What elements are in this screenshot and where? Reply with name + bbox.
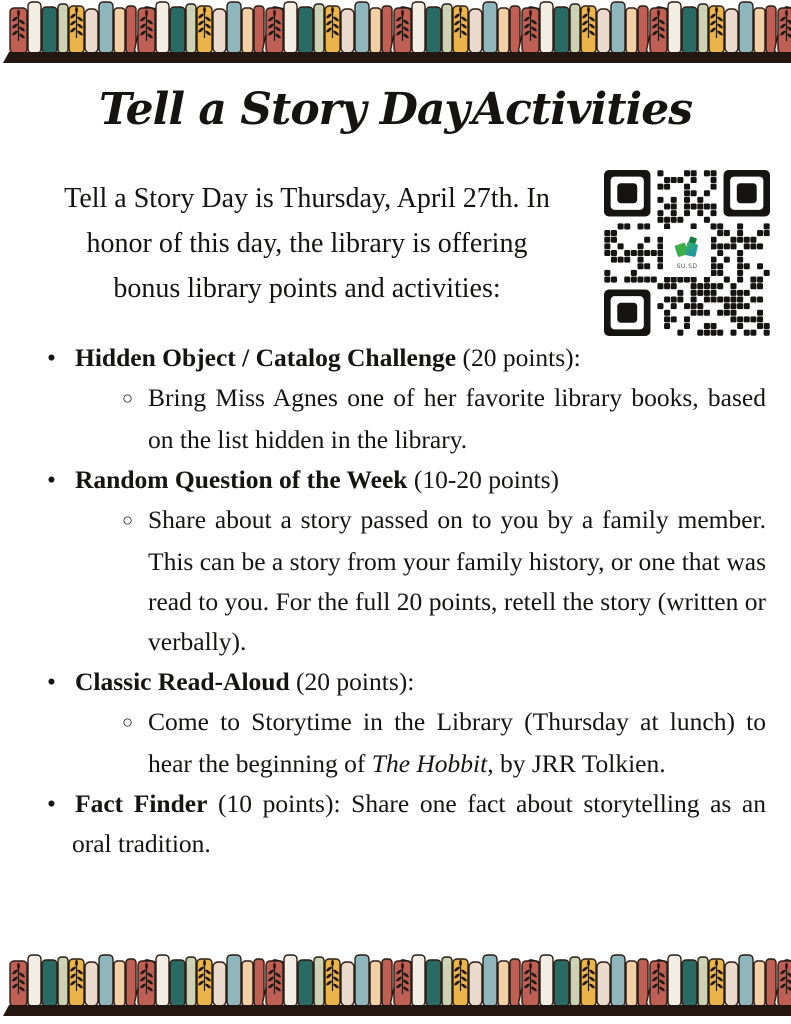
page-title-part1: Tell a Story Day [98,84,469,135]
intro-line-3: bonus library points and activities: [113,273,501,304]
sub-bullet-icon: ○ [122,510,134,530]
list-item-random-question [44,460,766,500]
list-item-hidden-object [44,338,766,378]
activity-name: Fact Finder [75,789,208,818]
bullet-icon: • [47,667,56,696]
intro-paragraph [26,176,588,311]
activity-points: (20 points): [462,343,581,372]
page-title-part2: Activities [471,84,693,135]
page-title [0,84,791,135]
activity-detail-post: , by JRR Tolkien. [487,749,666,778]
activity-points: (10-20 points) [413,465,560,494]
list-item-fact-finder [44,784,766,864]
activity-name: Classic Read-Aloud [75,667,290,696]
activity-points: (20 points): [296,667,415,696]
intro-line-1: Tell a Story Day is Thursday, April 27th. In [64,183,550,214]
bullet-icon: • [47,789,56,818]
book-title-the-hobbit: The Hobbit [371,749,488,778]
activity-detail: Share one fact about storytelling as an oral tradition. [72,789,766,858]
qr-logo-icon [672,236,702,262]
intro-line-2: honor of this day, the library is offering [86,228,528,259]
qr-code [604,170,770,336]
activity-name: Random Question of the Week [75,465,408,494]
books-border-bottom-icon [0,954,791,1018]
activity-detail: Share about a story passed on to you by a family member. This can be a story from your family history, or one that was read to you. For the full 20 points, retell the story (written or verbally). [148,505,766,656]
list-subitem-random-question-detail [122,500,766,662]
list-subitem-hidden-object-detail [122,378,766,460]
sub-bullet-icon: ○ [122,712,134,732]
activities-list [44,338,766,864]
activity-points: (10 points): [218,789,341,818]
activity-name: Hidden Object / Catalog Challenge [75,343,457,372]
list-item-classic-read-aloud [44,662,766,702]
bullet-icon: • [47,465,56,494]
books-border-top-icon [0,1,791,65]
activity-detail-pre: Come to Storytime in the Library (Thursday at lunch) to hear the beginning of [148,707,766,778]
qr-logo [663,229,711,277]
qr-logo-label: SU.SD [676,263,698,270]
sub-bullet-icon: ○ [122,388,134,408]
list-subitem-classic-read-aloud-detail [122,702,766,784]
bullet-icon: • [47,343,56,372]
activity-detail: Bring Miss Agnes one of her favorite library books, based on the list hidden in the library. [148,383,766,454]
